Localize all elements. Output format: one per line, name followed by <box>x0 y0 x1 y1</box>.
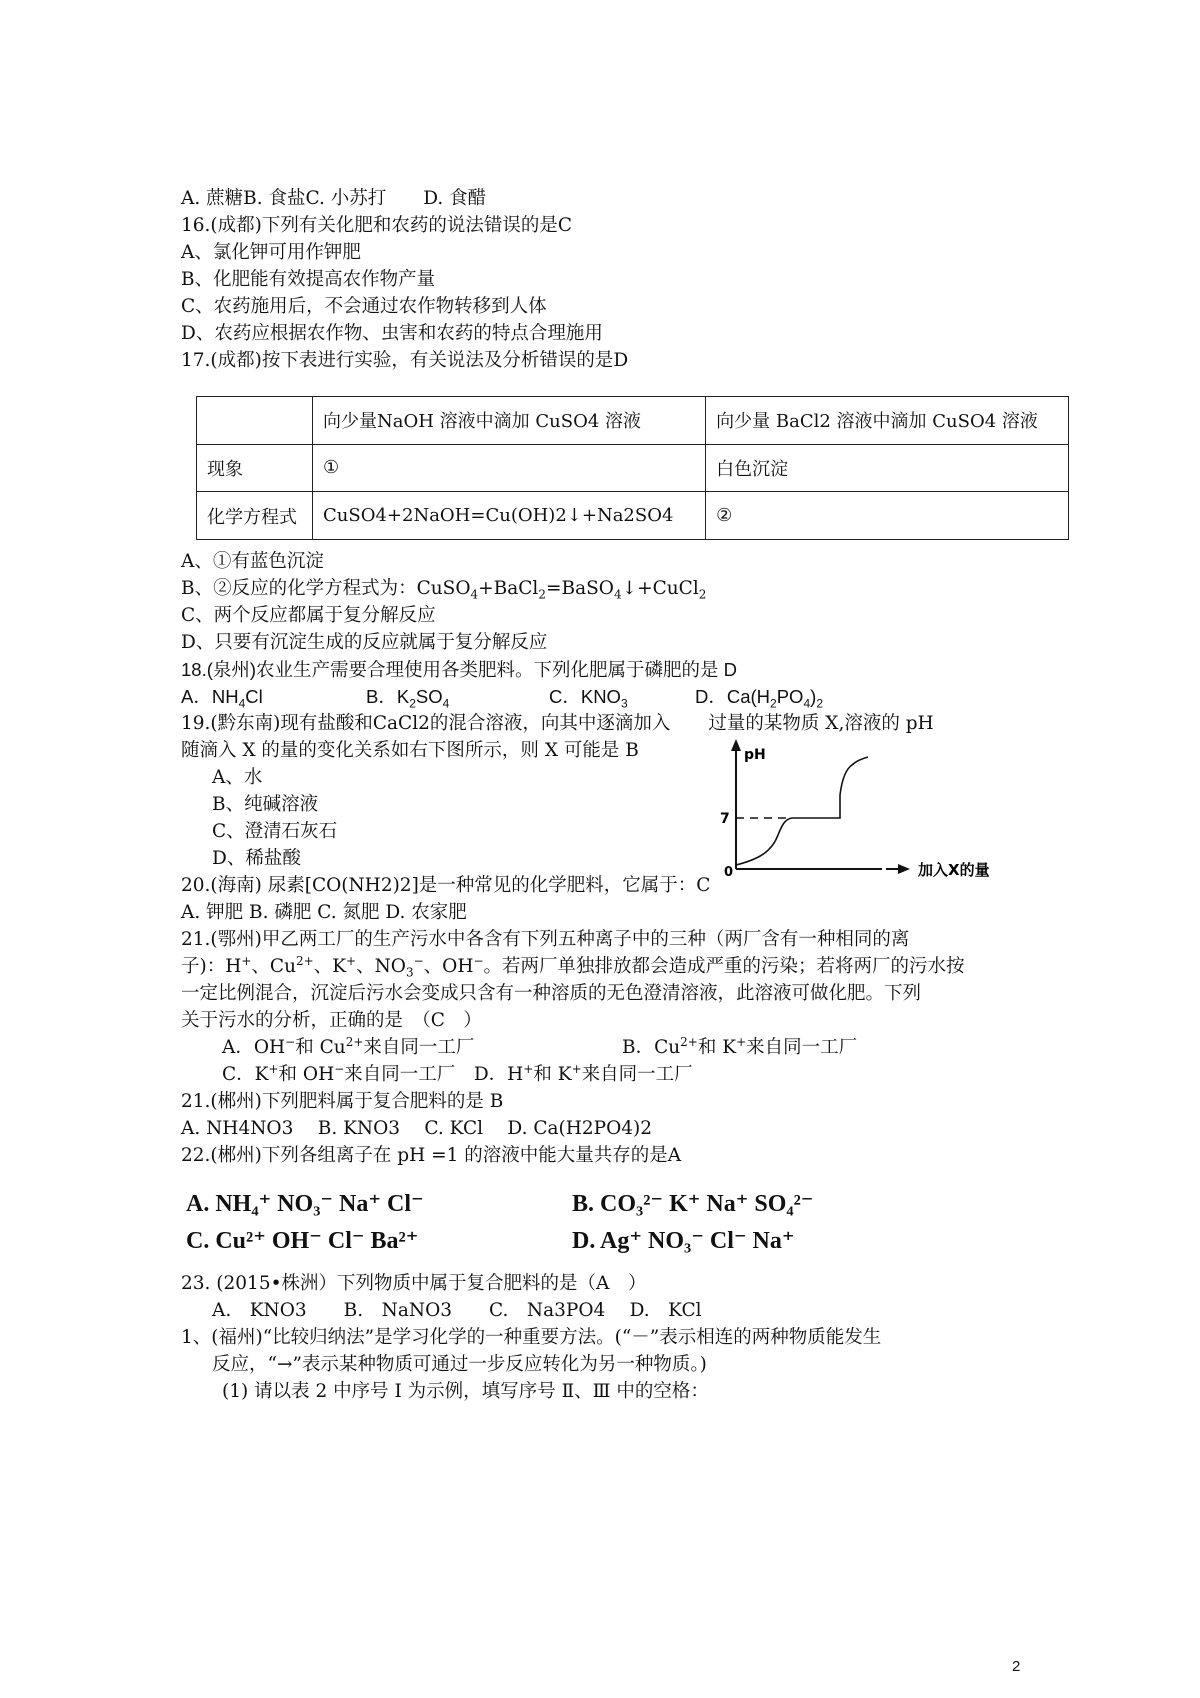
origin-label: 0 <box>724 865 734 880</box>
q16-stem: 16.(成都)下列有关化肥和农药的说法错误的是C <box>181 215 573 236</box>
y-tick-7: 7 <box>720 811 730 827</box>
q23-stem: 23. (2015•株洲）下列物质中属于复合肥料的是（A ） <box>181 1273 647 1294</box>
table-label-phenomenon: 现象 <box>197 444 313 492</box>
q19-option-c: C、澄清石灰石 <box>212 821 338 842</box>
table-header-naoh: 向少量NaOH 溶液中滴加 CuSO4 溶液 <box>313 397 706 445</box>
q18-option-b: B．$K_2SO_4$ <box>366 686 450 711</box>
table-cell-equation: CuSO4+2NaOH=Cu(OH)2↓+Na2SO4 <box>313 492 706 540</box>
table-cell-empty <box>197 397 313 445</box>
q22-option-c: C. Cu²⁺ OH⁻ Cl⁻ Ba²⁺ <box>186 1228 419 1254</box>
q16-option-c: C、农药施用后，不会通过农作物转移到人体 <box>181 296 547 317</box>
ph-curve <box>736 757 868 865</box>
q23-options: A. KNO3 B. NaNO3 C. Na3PO4 D. KCl <box>212 1300 702 1321</box>
q15-options: A. 蔗糖B. 食盐C. 小苏打 D. 食醋 <box>181 188 487 209</box>
q21-stem-line3: 一定比例混合，沉淀后污水会变成只含有一种溶质的无色澄清溶液，此溶液可做化肥。下列 <box>181 983 922 1004</box>
q17-option-d: D、只要有沉淀生成的反应就属于复分解反应 <box>181 632 548 653</box>
y-axis-arrow <box>731 739 741 751</box>
q18-option-d: D．$Ca(H_2PO_4)_2$ <box>695 686 823 711</box>
table-header-bacl2: 向少量 BaCl2 溶液中滴加 CuSO4 溶液 <box>706 397 1069 445</box>
q19-option-d: D、稀盐酸 <box>212 848 301 869</box>
table-cell-blank-2: ② <box>706 492 1069 540</box>
q17-table <box>196 396 1069 540</box>
table-row <box>197 397 1069 445</box>
q21-stem-line2: 子)：H+、$Cu^{2+}$、K+、$NO_3^-$、OH−。若两厂单独排放都会造成严重的污染；若将两厂的污水按 <box>181 953 965 980</box>
q1-subquestion-1: (1) 请以表 2 中序号 Ⅰ 为示例，填写序号 Ⅱ、Ⅲ 中的空格： <box>222 1381 709 1402</box>
q19-stem-line2: 随滴入 X 的量的变化关系如右下图所示，则 X 可能是 B <box>181 740 639 761</box>
q1-stem-line2: 反应，“→”表示某种物质可通过一步反应转化为另一种物质。) <box>212 1354 707 1375</box>
table-cell-blank-1: ① <box>313 444 706 492</box>
q18-options <box>181 683 823 710</box>
q16-option-a: A、氯化钾可用作钾肥 <box>181 242 361 263</box>
page-number: 2 <box>1012 1658 1021 1675</box>
table-label-equation: 化学方程式 <box>197 492 313 540</box>
q22-option-b: B. CO₃²⁻ K⁺ Na⁺ SO₄²⁻ <box>572 1191 814 1217</box>
q1-stem-line1: 1、(福州)“比较归纳法”是学习化学的一种重要方法。(“－”表示相连的两种物质能发生 <box>181 1327 882 1348</box>
q22-stem: 22.(郴州)下列各组离子在 pH =1 的溶液中能大量共存的是A <box>181 1145 682 1166</box>
q16-option-d: D、农药应根据农作物、虫害和农药的特点合理施用 <box>181 323 603 344</box>
q17-option-c: C、两个反应都属于复分解反应 <box>181 605 436 626</box>
q21-option-c: C．K+和 OH−来自同一工厂 <box>222 1061 456 1085</box>
q21-option-d: D．H+和 K+来自同一工厂 <box>473 1061 693 1085</box>
q17-option-b: B、②反应的化学方程式为：CuSO$_4$+BaCl$_2$=BaSO$_4$↓+CuCl$_2$ <box>181 578 707 602</box>
q21-stem-line1: 21.(鄂州)甲乙两工厂的生产污水中各含有下列五种离子中的三种（两厂含有一种相同的离 <box>181 929 910 950</box>
q19-option-b: B、纯碱溶液 <box>212 794 319 815</box>
x-axis-arrow <box>898 864 910 874</box>
q21-option-b: B．$Cu^{2+}$和 K+来自同一工厂 <box>622 1034 858 1058</box>
ph-curve-figure <box>700 735 1020 895</box>
q21-option-a: A．OH−和 $Cu^{2+}$来自同一工厂 <box>222 1034 475 1058</box>
q19-option-a: A、水 <box>212 767 263 788</box>
q21-options-ab <box>222 1034 857 1061</box>
y-axis-label: pH <box>744 747 766 763</box>
table-row <box>197 444 1069 492</box>
table-cell-white-precipitate: 白色沉淀 <box>706 444 1069 492</box>
q21b-stem: 21.(郴州)下列肥料属于复合肥料的是 B <box>181 1091 504 1112</box>
q16-option-b: B、化肥能有效提高农作物产量 <box>181 269 436 290</box>
q22-option-a: A. NH₄⁺ NO₃⁻ Na⁺ Cl⁻ <box>186 1191 424 1217</box>
q18-stem: 18.(泉州)农业生产需要合理使用各类肥料。下列化肥属于磷肥的是 D <box>181 659 738 680</box>
q17-option-a: A、①有蓝色沉淀 <box>181 551 324 572</box>
q18-option-a: A．$NH_4Cl$ <box>181 686 263 711</box>
q18-option-c: C．$KNO_3$ <box>549 686 628 711</box>
q21-stem-line4: 关于污水的分析，正确的是 （C ） <box>181 1010 482 1031</box>
q21b-options: A. NH4NO3 B. KNO3 C. KCl D. Ca(H2PO4)2 <box>181 1118 653 1139</box>
q21-options-cd <box>222 1061 693 1088</box>
q20-options: A. 钾肥 B. 磷肥 C. 氮肥 D. 农家肥 <box>181 902 467 923</box>
q22-option-d: D. Ag⁺ NO₃⁻ Cl⁻ Na⁺ <box>572 1228 795 1254</box>
q17-stem: 17.(成都)按下表进行实验，有关说法及分析错误的是D <box>181 350 629 371</box>
q19-stem-line1: 19.(黔东南)现有盐酸和CaCl2的混合溶液，向其中逐滴加入 过量的某物质 X,溶液的 pH <box>181 713 934 734</box>
q20-stem: 20.(海南) 尿素[CO(NH2)2]是一种常见的化学肥料，它属于：C <box>181 875 711 896</box>
x-axis-label: 加入X的量 <box>918 861 990 879</box>
table-row <box>197 492 1069 540</box>
